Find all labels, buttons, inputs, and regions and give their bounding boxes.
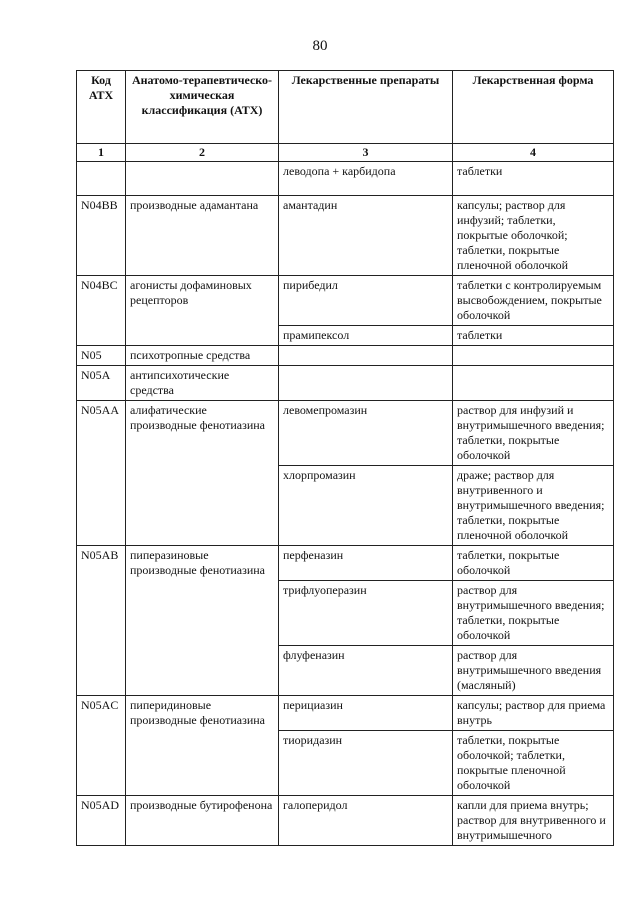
table-row (77, 196, 614, 276)
class-cell: агонисты дофаминовых рецепторов (126, 276, 279, 346)
form-cell: капли для приема внутрь; раствор для внутривенного и внутримышечного (453, 796, 614, 846)
table-row (77, 546, 614, 581)
drug-cell: тиоридазин (279, 731, 453, 796)
form-cell: таблетки с контролируемым высвобождением, покрытые оболочкой (453, 276, 614, 326)
header-drugs: Лекарственные препараты (279, 71, 453, 144)
class-cell: производные бутирофенона (126, 796, 279, 846)
code-cell: N04BB (77, 196, 126, 276)
code-cell (77, 162, 126, 196)
table-row (77, 366, 614, 401)
table-row (77, 796, 614, 846)
code-cell: N05A (77, 366, 126, 401)
form-cell: таблетки (453, 326, 614, 346)
form-cell: капсулы; раствор для приема внутрь (453, 696, 614, 731)
table-row (77, 346, 614, 366)
column-number: 1 (77, 144, 126, 162)
code-cell: N05AD (77, 796, 126, 846)
class-cell: антипсихотические средства (126, 366, 279, 401)
drug-cell: флуфеназин (279, 646, 453, 696)
header-code: Код АТХ (77, 71, 126, 144)
table-row (77, 276, 614, 326)
class-cell: пиперидиновые производные фенотиазина (126, 696, 279, 796)
drug-cell: амантадин (279, 196, 453, 276)
form-cell: таблетки (453, 162, 614, 196)
form-cell: раствор для инфузий и внутримышечного введения; таблетки, покрытые оболочкой (453, 401, 614, 466)
form-cell (453, 366, 614, 401)
atx-drug-table (76, 70, 614, 846)
drug-cell (279, 346, 453, 366)
column-number: 2 (126, 144, 279, 162)
class-cell: производные адамантана (126, 196, 279, 276)
table-header-row (77, 71, 614, 144)
class-cell (126, 162, 279, 196)
table-row (77, 162, 614, 196)
code-cell: N04BC (77, 276, 126, 346)
form-cell: капсулы; раствор для инфузий; таблетки, покрытые оболочкой; таблетки, покрытые пленочной оболочкой (453, 196, 614, 276)
class-cell: алифатические производные фенотиазина (126, 401, 279, 546)
drug-cell: пирибедил (279, 276, 453, 326)
form-cell: таблетки, покрытые оболочкой (453, 546, 614, 581)
column-number-row (77, 144, 614, 162)
drug-cell: трифлуоперазин (279, 581, 453, 646)
page-number: 80 (312, 38, 328, 54)
header-classification: Анатомо-терапевтическо-химическая классификация (АТХ) (126, 71, 279, 144)
drug-cell: левомепромазин (279, 401, 453, 466)
form-cell: раствор для внутримышечного введения; таблетки, покрытые оболочкой (453, 581, 614, 646)
column-number: 3 (279, 144, 453, 162)
drug-cell (279, 366, 453, 401)
code-cell: N05AA (77, 401, 126, 546)
drug-cell: хлорпромазин (279, 466, 453, 546)
header-form: Лекарственная форма (453, 71, 614, 144)
form-cell (453, 346, 614, 366)
drug-cell: леводопа + карбидопа (279, 162, 453, 196)
drug-cell: галоперидол (279, 796, 453, 846)
drug-cell: перициазин (279, 696, 453, 731)
drug-cell: перфеназин (279, 546, 453, 581)
code-cell: N05AC (77, 696, 126, 796)
form-cell: раствор для внутримышечного введения (масляный) (453, 646, 614, 696)
class-cell: психотропные средства (126, 346, 279, 366)
code-cell: N05AB (77, 546, 126, 696)
class-cell: пиперазиновые производные фенотиазина (126, 546, 279, 696)
code-cell: N05 (77, 346, 126, 366)
form-cell: драже; раствор для внутривенного и внутримышечного введения; таблетки, покрытые пленочной оболочкой (453, 466, 614, 546)
drug-cell: прамипексол (279, 326, 453, 346)
column-number: 4 (453, 144, 614, 162)
table-row (77, 696, 614, 731)
table-row (77, 401, 614, 466)
form-cell: таблетки, покрытые оболочкой; таблетки, покрытые пленочной оболочкой (453, 731, 614, 796)
